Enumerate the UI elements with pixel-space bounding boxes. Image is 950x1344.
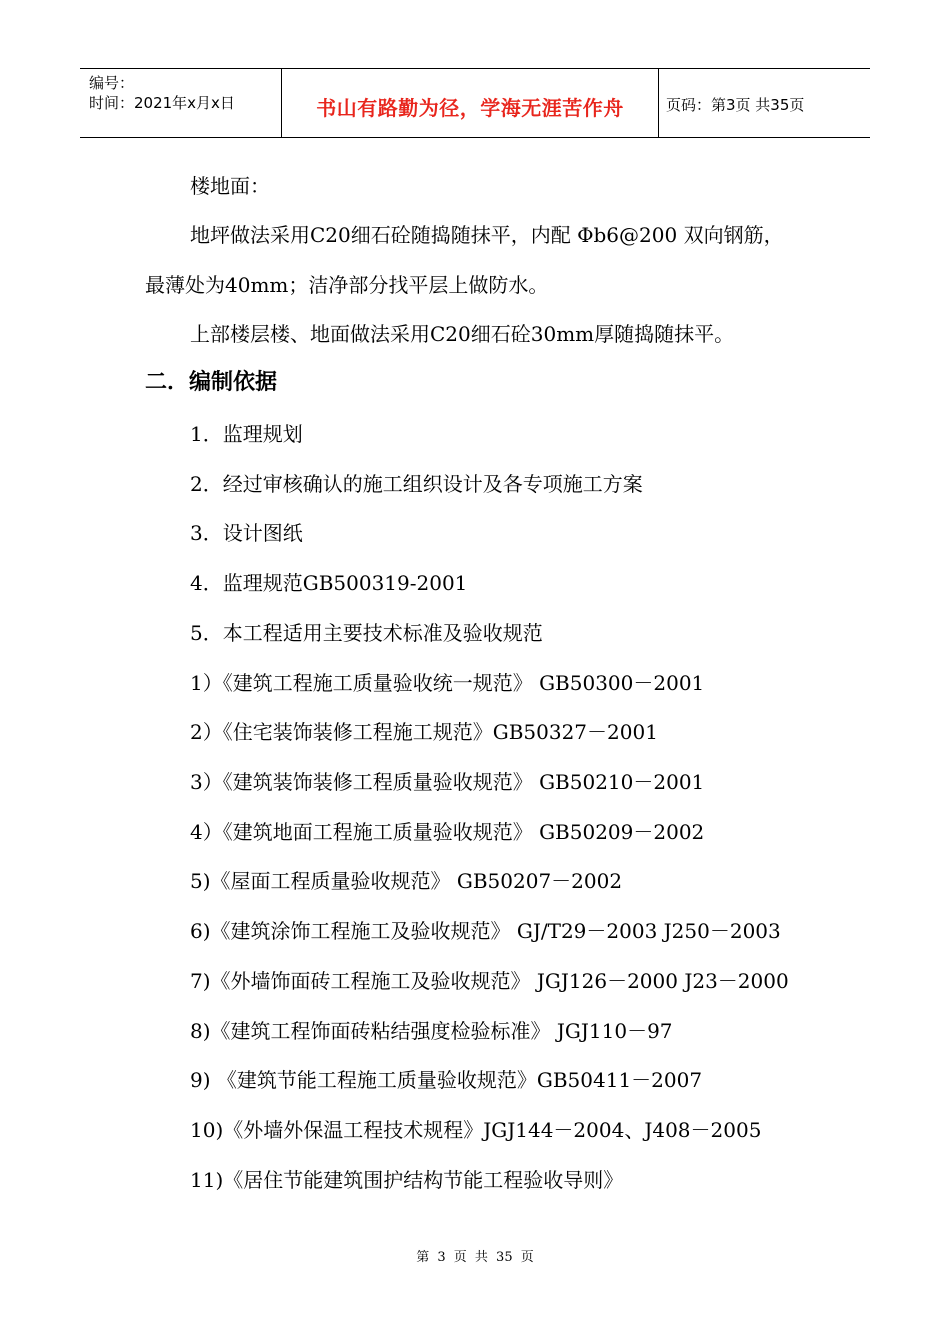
list-item: 3）《建筑装饰装修工程质量验收规范》 GB50210－2001 (190, 770, 705, 794)
floor-title: 楼地面： (190, 174, 270, 198)
header-motto-cell (282, 69, 659, 137)
list-item: 3．设计图纸 (190, 521, 303, 545)
header-meta-cell (80, 69, 282, 137)
list-item: 5．本工程适用主要技术标准及验收规范 (190, 621, 543, 645)
list-item: 7)《外墙饰面砖工程施工及验收规范》 JGJ126－2000 J23－2000 (190, 969, 789, 993)
page-footer: 第 3 页 共 35 页 (416, 1250, 534, 1265)
list-item: 4．监理规范GB500319-2001 (190, 571, 468, 595)
list-item: 11)《居住节能建筑围护结构节能工程验收导则》 (190, 1168, 624, 1192)
section-heading: 二．编制依据 (145, 370, 278, 395)
list-item: 6)《建筑涂饰工程施工及验收规范》 GJ/T29－2003 J250－2003 (190, 919, 781, 943)
list-item: 5)《屋面工程质量验收规范》 GB50207－2002 (190, 869, 623, 893)
header-page-cell (659, 69, 870, 137)
page-header (80, 68, 870, 138)
list-item: 2．经过审核确认的施工组织设计及各专项施工方案 (190, 472, 643, 496)
doc-number-label: 编号： (89, 74, 135, 92)
list-item: 4）《建筑地面工程施工质量验收规范》 GB50209－2002 (190, 820, 705, 844)
list-item: 9) 《建筑节能工程施工质量验收规范》GB50411－2007 (190, 1068, 703, 1092)
header-page-info: 页码：第3页 共35页 (666, 96, 805, 114)
paragraph-line: 上部楼层楼、地面做法采用C20细石砼30mm厚随捣随抹平。 (190, 322, 735, 346)
list-item: 8)《建筑工程饰面砖粘结强度检验标准》 JGJ110－97 (190, 1019, 673, 1043)
doc-time-label: 时间：2021年x月x日 (89, 94, 235, 112)
list-item: 2）《住宅装饰装修工程施工规范》GB50327－2001 (190, 720, 658, 744)
list-item: 10)《外墙外保温工程技术规程》JGJ144－2004、J408－2005 (190, 1118, 762, 1142)
paragraph-line: 最薄处为40mm；洁净部分找平层上做防水。 (145, 273, 549, 297)
list-item: 1）《建筑工程施工质量验收统一规范》 GB50300－2001 (190, 671, 705, 695)
paragraph-line: 地坪做法采用C20细石砼随捣随抹平，内配 Φb6@200 双向钢筋， (190, 223, 784, 247)
list-item: 1．监理规划 (190, 422, 303, 446)
header-motto: 书山有路勤为径，学海无涯苦作舟 (316, 96, 624, 120)
